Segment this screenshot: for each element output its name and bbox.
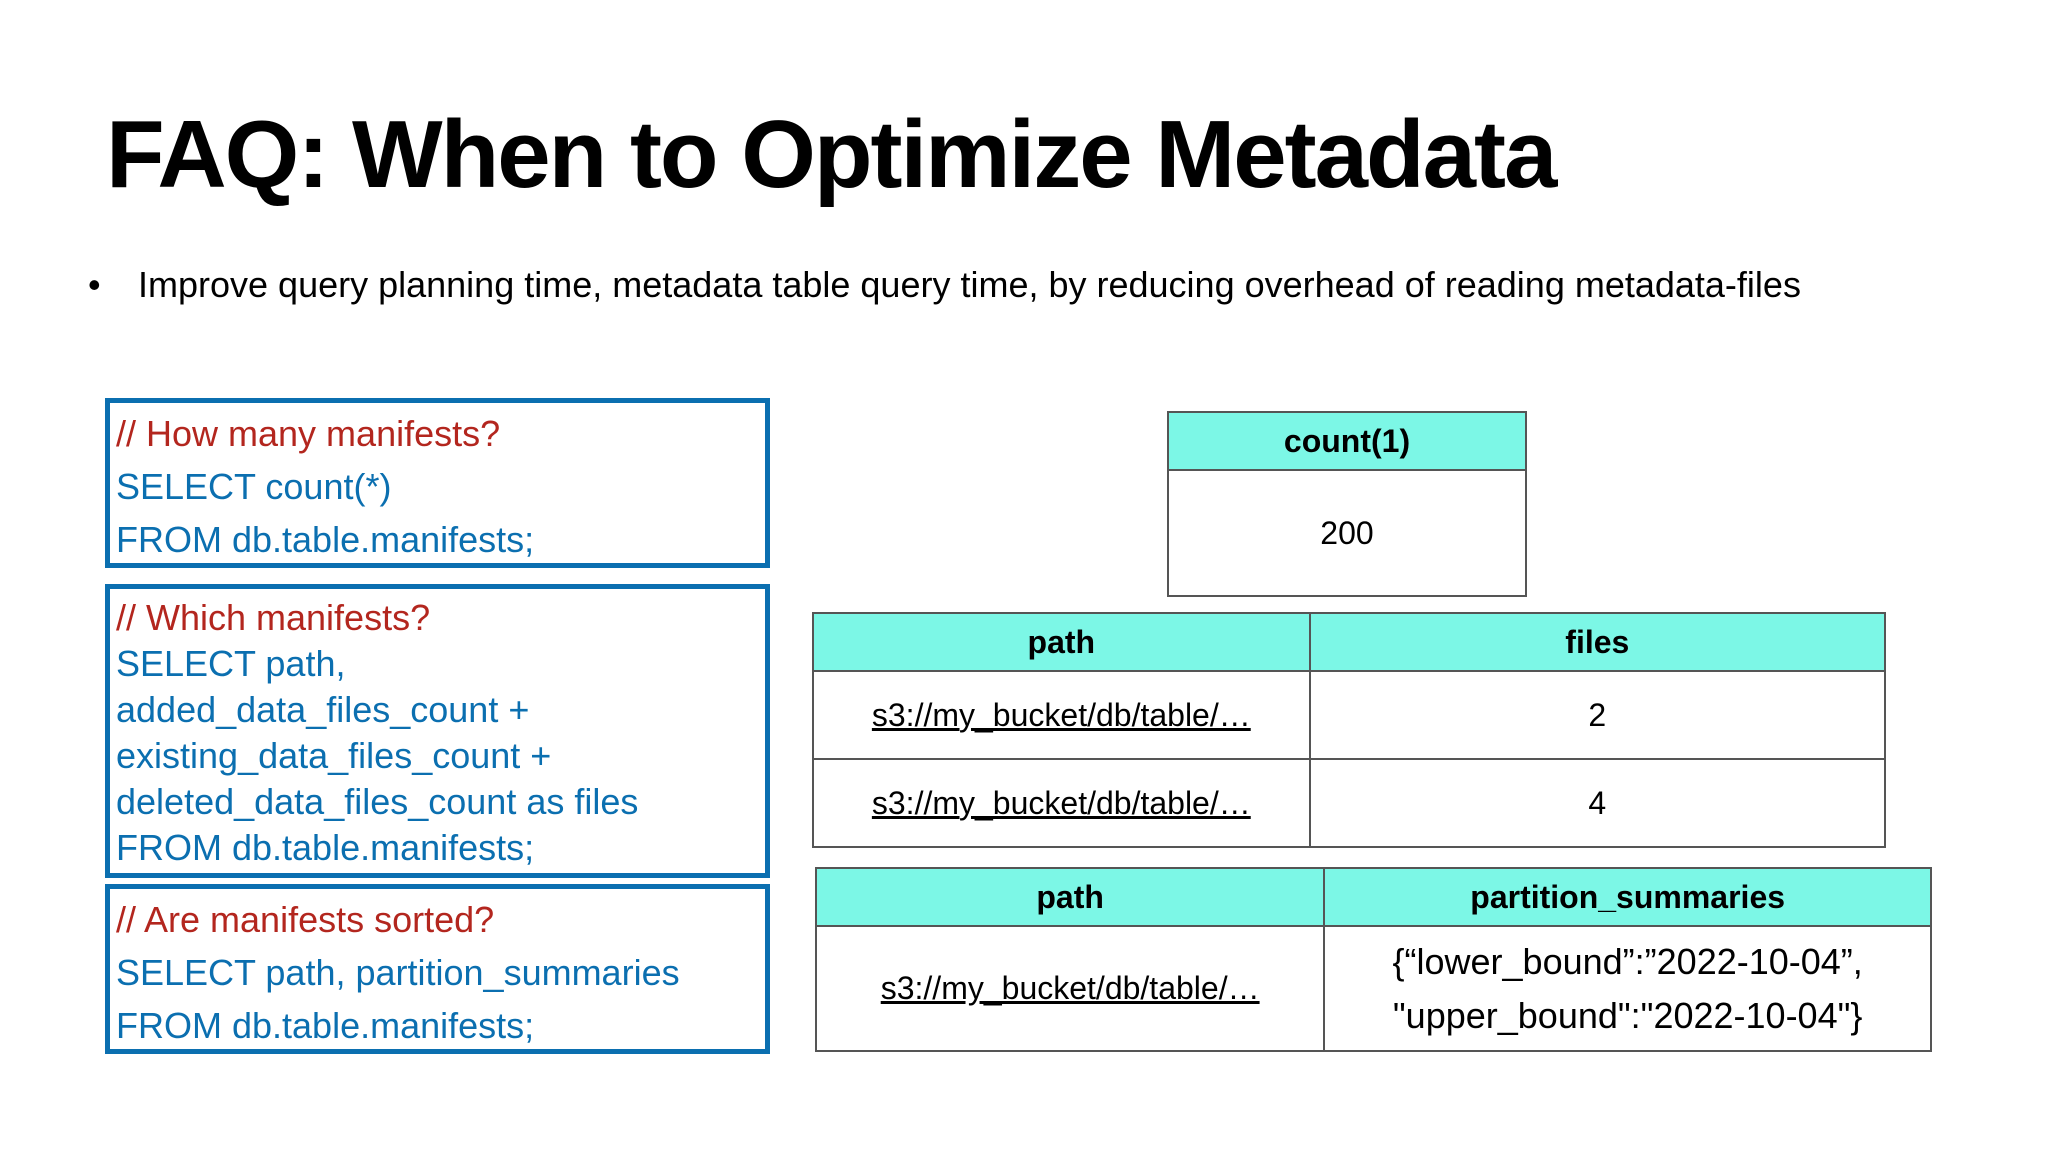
- code-line: added_data_files_count +: [116, 689, 530, 730]
- code-line: SELECT path, partition_summaries: [116, 952, 680, 993]
- code-line: SELECT path,: [116, 643, 346, 684]
- bullet-point: [88, 264, 1801, 306]
- files-result-table: [812, 612, 1886, 848]
- path-link[interactable]: s3://my_bucket/db/table/…: [880, 970, 1260, 1006]
- code-line: existing_data_files_count +: [116, 735, 552, 776]
- bullet-symbol: •: [88, 264, 101, 305]
- code-box-manifests-sorted: [105, 884, 770, 1054]
- bullet-text: Improve query planning time, metadata table query time, by reducing overhead of reading metadata-files: [138, 264, 1801, 305]
- code-comment: // Which manifests?: [116, 597, 431, 638]
- table-header-partition-summaries: partition_summaries: [1324, 868, 1931, 926]
- partition-summary-cell: [1324, 926, 1931, 1051]
- files-count: 4: [1310, 759, 1885, 847]
- code-line: FROM db.table.manifests;: [116, 827, 535, 868]
- code-line: FROM db.table.manifests;: [116, 519, 535, 560]
- count-result-table: [1167, 411, 1527, 597]
- table-row: [816, 926, 1931, 1051]
- code-line: SELECT count(*): [116, 466, 392, 507]
- code-line: FROM db.table.manifests;: [116, 1005, 535, 1046]
- code-comment: // How many manifests?: [116, 413, 501, 454]
- partition-summaries-table: [815, 867, 1932, 1052]
- code-line: deleted_data_files_count as files: [116, 781, 639, 822]
- table-header-path: path: [813, 613, 1310, 671]
- code-comment: // Are manifests sorted?: [116, 899, 495, 940]
- path-link[interactable]: s3://my_bucket/db/table/…: [871, 784, 1251, 821]
- files-count: 2: [1310, 671, 1885, 759]
- table-header-count: count(1): [1168, 412, 1526, 470]
- page-title: FAQ: When to Optimize Metadata: [106, 101, 1556, 208]
- table-header-path: path: [816, 868, 1324, 926]
- count-value: 200: [1168, 470, 1526, 596]
- partition-summary-line: "upper_bound":"2022-10-04"}: [1392, 994, 1863, 1036]
- table-row: [813, 759, 1885, 847]
- partition-summary-line: {“lower_bound”:”2022-10-04”,: [1392, 940, 1863, 982]
- table-row: [813, 671, 1885, 759]
- code-box-manifest-count: [105, 398, 770, 568]
- table-header-files: files: [1310, 613, 1885, 671]
- table-row: [1168, 470, 1526, 596]
- path-link[interactable]: s3://my_bucket/db/table/…: [871, 696, 1251, 733]
- code-box-which-manifests: [105, 584, 770, 878]
